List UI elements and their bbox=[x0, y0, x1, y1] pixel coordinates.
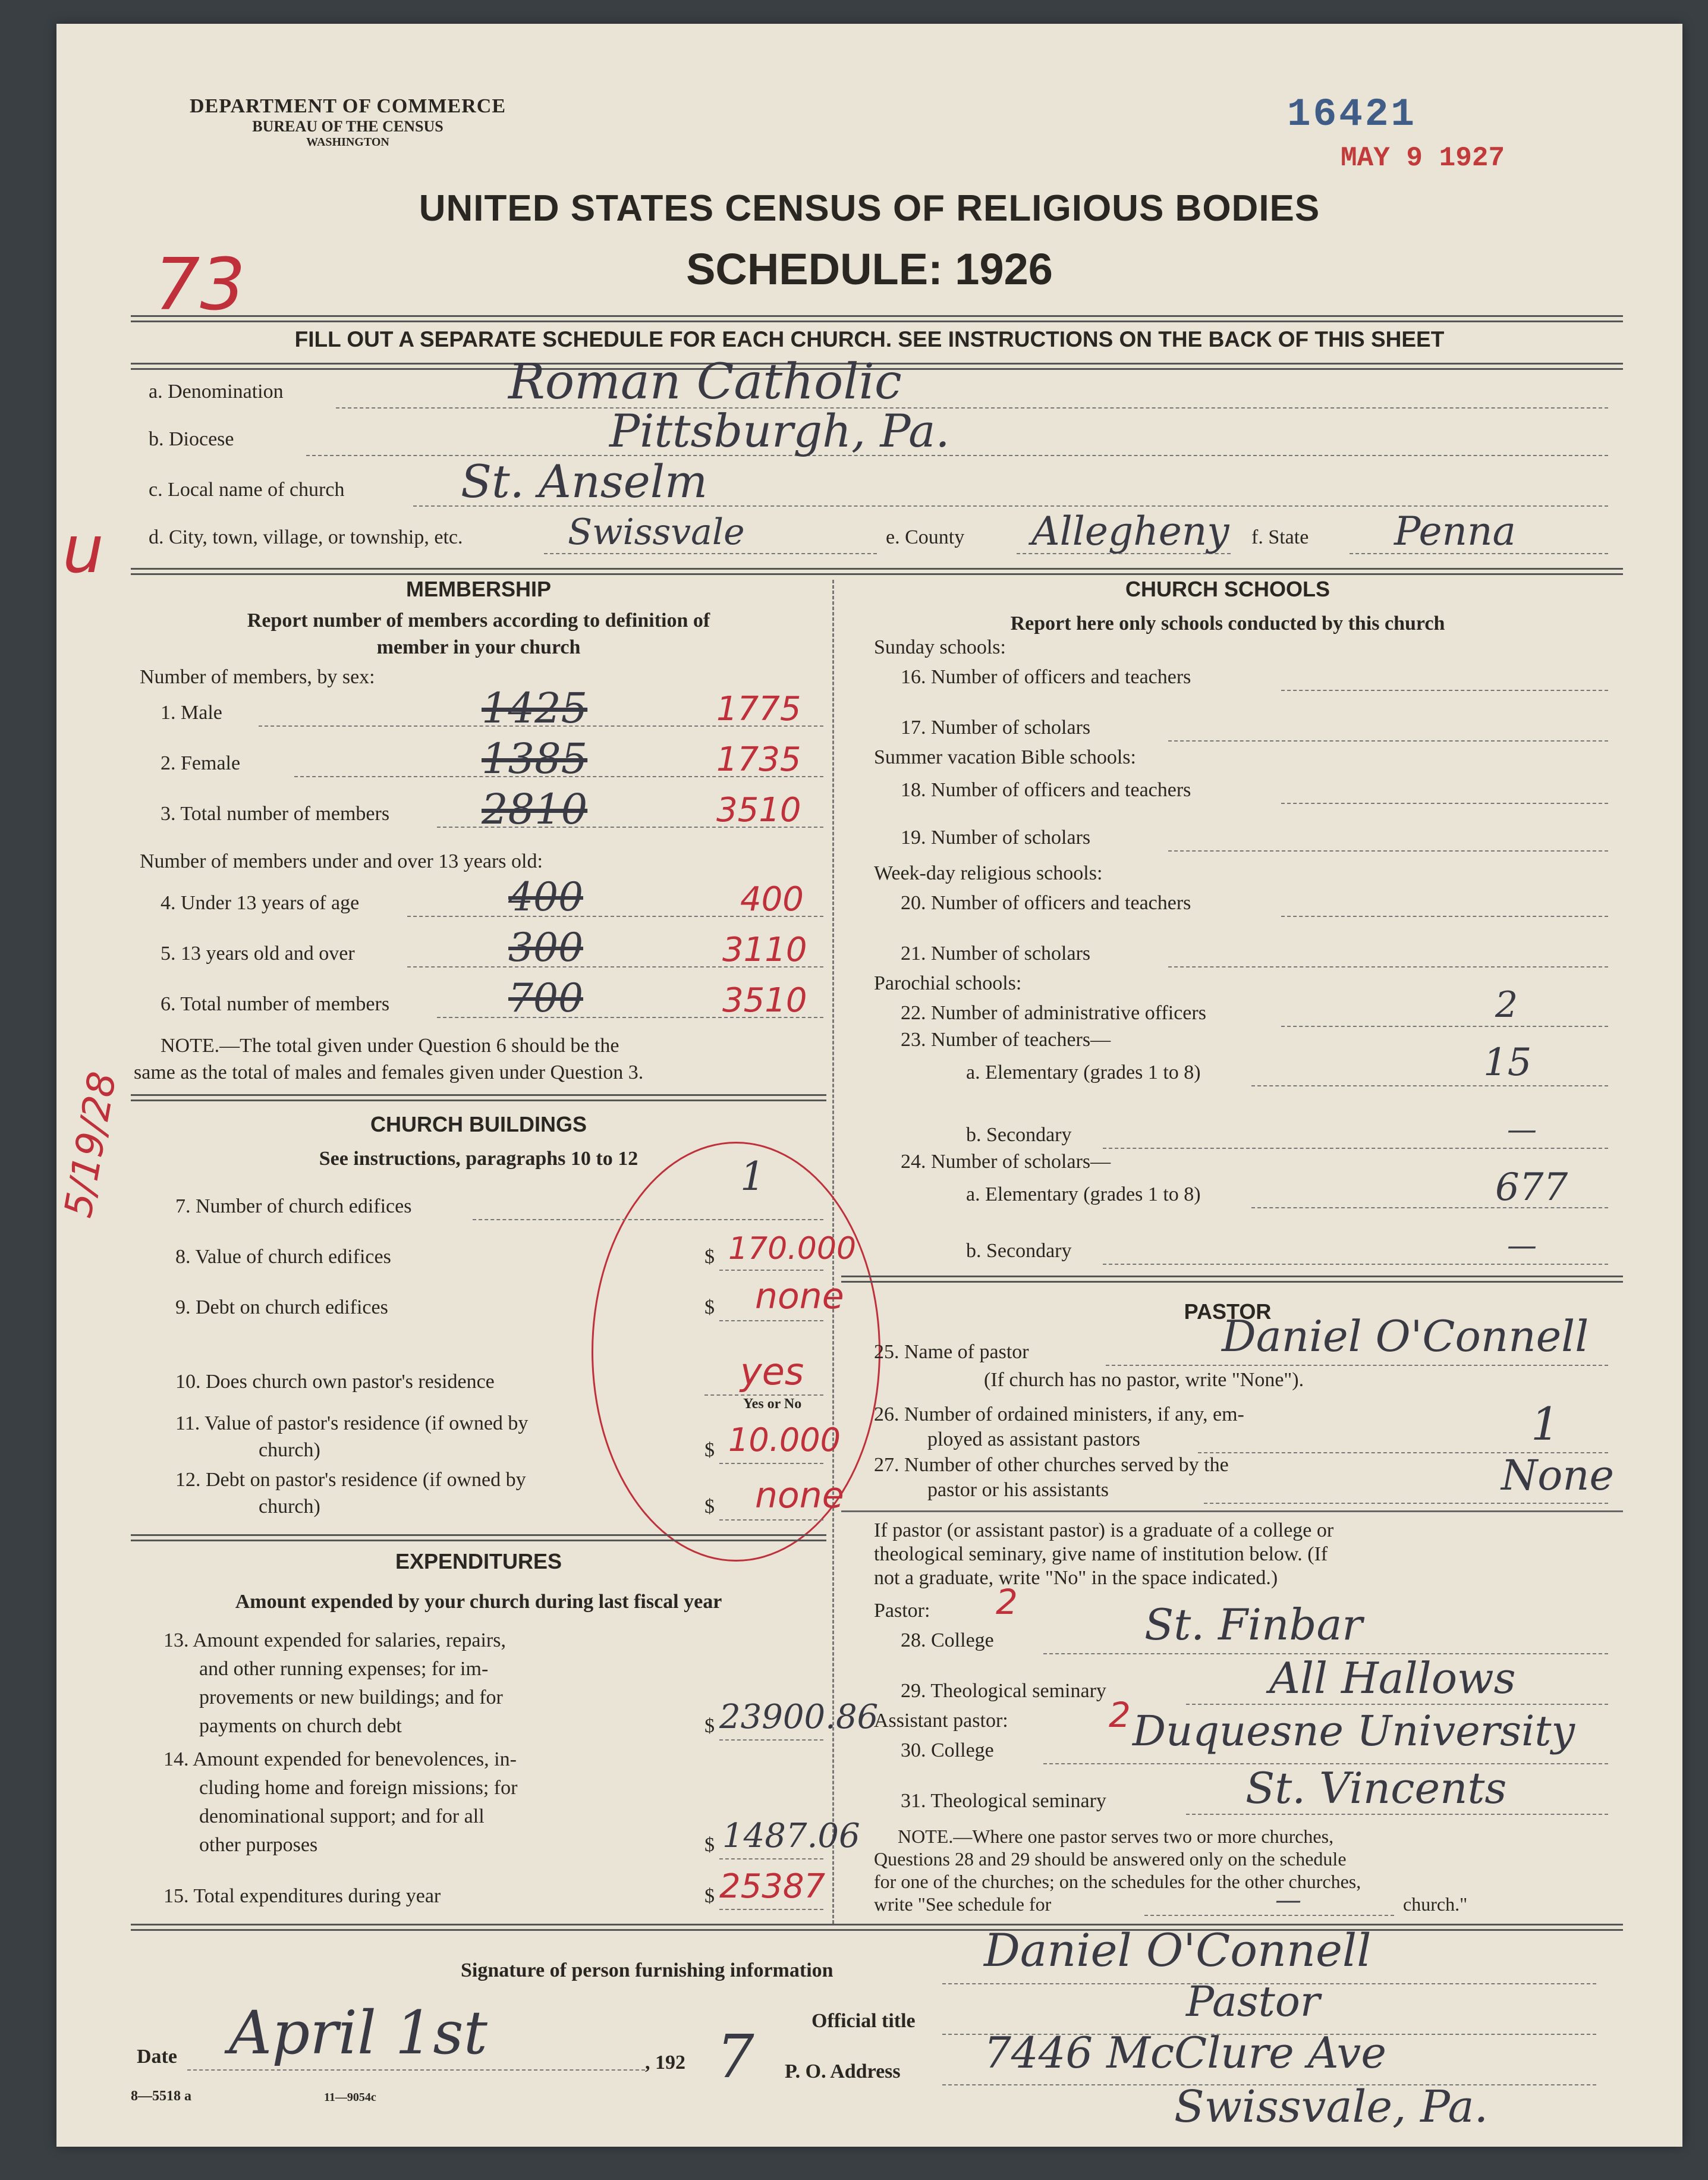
pastor-mark: 2 bbox=[996, 1582, 1018, 1622]
q27-line bbox=[1204, 1503, 1608, 1504]
print-number: 11—9054c bbox=[324, 2091, 376, 2104]
membership-subheading: member in your church bbox=[376, 636, 581, 658]
q23-label: 23. Number of teachers— bbox=[901, 1029, 1111, 1051]
q11-line bbox=[719, 1463, 823, 1464]
q14-dollar: $ bbox=[704, 1834, 715, 1856]
schools-heading: CHURCH SCHOOLS bbox=[1125, 577, 1330, 601]
q25-label: 25. Name of pastor bbox=[874, 1341, 1029, 1363]
weekday-schools-label: Week-day religious schools: bbox=[874, 862, 1103, 884]
q18-label: 18. Number of officers and teachers bbox=[901, 779, 1191, 801]
q13-label-cont: payments on church debt bbox=[199, 1715, 402, 1737]
diocese-value[interactable]: Pittsburgh, Pa. bbox=[609, 404, 950, 457]
q10-value[interactable]: yes bbox=[740, 1350, 804, 1393]
q15-line bbox=[719, 1909, 823, 1910]
q7-value[interactable]: 1 bbox=[740, 1154, 765, 1199]
q5-old-value: 300 bbox=[508, 925, 583, 970]
pastor-heading: PASTOR bbox=[1184, 1299, 1272, 1324]
q7-line bbox=[473, 1219, 823, 1220]
city-value[interactable]: Swissvale bbox=[568, 511, 745, 553]
pastor-note: NOTE.—Where one pastor serves two or more churches, bbox=[898, 1826, 1334, 1847]
q29-line bbox=[1186, 1704, 1608, 1705]
date-label: Date bbox=[137, 2046, 177, 2068]
city-line bbox=[544, 553, 877, 554]
q16-line bbox=[1281, 690, 1608, 691]
q11-dollar: $ bbox=[704, 1439, 715, 1461]
q31-line bbox=[1186, 1814, 1608, 1815]
city-label: d. City, town, village, or township, etc. bbox=[149, 526, 463, 548]
q3-new-value[interactable]: 3510 bbox=[716, 791, 801, 830]
margin-mark: u bbox=[62, 511, 104, 588]
q22-label: 22. Number of administrative officers bbox=[901, 1002, 1206, 1024]
q23b-label: b. Secondary bbox=[966, 1124, 1072, 1146]
q12-label-cont: church) bbox=[259, 1496, 320, 1518]
q12-line bbox=[719, 1519, 823, 1521]
form-number: 8—5518 a bbox=[131, 2088, 191, 2104]
members-by-age-label: Number of members under and over 13 years old: bbox=[140, 850, 543, 872]
q17-line bbox=[1168, 740, 1608, 742]
graduate-instruction: theological seminary, give name of institution below. (If bbox=[874, 1543, 1328, 1565]
membership-subheading: Report number of members according to definition of bbox=[247, 610, 710, 632]
county-value[interactable]: Allegheny bbox=[1031, 508, 1229, 554]
q5-new-value[interactable]: 3110 bbox=[722, 931, 807, 969]
q24b-value[interactable]: — bbox=[1507, 1228, 1537, 1262]
q21-label: 21. Number of scholars bbox=[901, 943, 1091, 965]
q15-label: 15. Total expenditures during year bbox=[163, 1885, 441, 1907]
parochial-schools-label: Parochial schools: bbox=[874, 972, 1022, 994]
q21-line bbox=[1168, 966, 1608, 968]
q4-new-value[interactable]: 400 bbox=[740, 880, 804, 919]
q16-label: 16. Number of officers and teachers bbox=[901, 666, 1191, 688]
q24b-label: b. Secondary bbox=[966, 1240, 1072, 1262]
local-name-value[interactable]: St. Anselm bbox=[461, 455, 708, 508]
signature-label: Signature of person furnishing information bbox=[461, 1959, 833, 1981]
state-label: f. State bbox=[1251, 526, 1309, 548]
q8-value[interactable]: 170.000 bbox=[728, 1231, 857, 1267]
graduate-instruction: not a graduate, write "No" in the space indicated.) bbox=[874, 1567, 1278, 1589]
divider bbox=[841, 1276, 1623, 1283]
q14-value[interactable]: 1487.06 bbox=[722, 1817, 860, 1855]
q19-line bbox=[1168, 850, 1608, 852]
department-heading bbox=[161, 95, 535, 149]
divider bbox=[131, 1534, 826, 1541]
q4-old-value: 400 bbox=[508, 874, 583, 920]
q23a-value[interactable]: 15 bbox=[1483, 1041, 1532, 1085]
margin-date: 5/19/28 bbox=[56, 1069, 125, 1221]
q12-value[interactable]: none bbox=[755, 1475, 844, 1516]
q30-value[interactable]: Duquesne University bbox=[1133, 1707, 1575, 1755]
expenditures-subheading: Amount expended by your church during last fiscal year bbox=[235, 1591, 722, 1613]
q4-label: 4. Under 13 years of age bbox=[161, 892, 360, 914]
year-prefix: , 192 bbox=[645, 2052, 685, 2074]
q19-label: 19. Number of scholars bbox=[901, 827, 1091, 849]
q17-label: 17. Number of scholars bbox=[901, 717, 1091, 739]
q24a-value[interactable]: 677 bbox=[1495, 1166, 1568, 1210]
q10-label: 10. Does church own pastor's residence bbox=[175, 1371, 495, 1393]
fill-out-instruction: FILL OUT A SEPARATE SCHEDULE FOR EACH CHURCH. SEE INSTRUCTIONS ON THE BACK OF THIS SHEET bbox=[294, 327, 1445, 351]
q28-value[interactable]: St. Finbar bbox=[1144, 1600, 1363, 1650]
see-schedule-line bbox=[1144, 1915, 1394, 1916]
q22-value[interactable]: 2 bbox=[1495, 984, 1518, 1026]
q22-line bbox=[1281, 1026, 1608, 1027]
membership-note: NOTE.—The total given under Question 6 should be the bbox=[161, 1035, 619, 1057]
q3-old-value: 2810 bbox=[482, 785, 588, 834]
q9-dollar: $ bbox=[704, 1296, 715, 1318]
assistant-pastor-subheading: Assistant pastor: bbox=[874, 1710, 1008, 1732]
schedule-title: SCHEDULE: 1926 bbox=[686, 244, 1053, 294]
q13-label-cont: and other running expenses; for im- bbox=[199, 1658, 489, 1680]
q12-label: 12. Debt on pastor's residence (if owned by bbox=[175, 1469, 526, 1491]
q25-line bbox=[1106, 1365, 1608, 1366]
q5-label: 5. 13 years old and over bbox=[161, 943, 355, 965]
see-schedule-value[interactable]: — bbox=[1275, 1885, 1301, 1915]
summer-schools-label: Summer vacation Bible schools: bbox=[874, 746, 1136, 768]
department-line: DEPARTMENT OF COMMERCE bbox=[189, 95, 507, 117]
q2-old-value: 1385 bbox=[482, 734, 588, 783]
q9-line bbox=[719, 1320, 823, 1321]
membership-note: same as the total of males and females given under Question 3. bbox=[134, 1061, 644, 1083]
pastor-note: write "See schedule for bbox=[874, 1893, 1052, 1915]
divider bbox=[131, 1094, 826, 1101]
q15-dollar: $ bbox=[704, 1885, 715, 1907]
q1-old-value: 1425 bbox=[482, 684, 588, 733]
q23a-line bbox=[1251, 1085, 1608, 1086]
bureau-line: BUREAU OF THE CENSUS bbox=[252, 118, 443, 135]
q12-dollar: $ bbox=[704, 1496, 715, 1518]
q6-label: 6. Total number of members bbox=[161, 993, 390, 1015]
pastor-note-end: church." bbox=[1403, 1893, 1468, 1915]
q24-label: 24. Number of scholars— bbox=[901, 1151, 1111, 1173]
q27-value[interactable]: None bbox=[1501, 1451, 1614, 1500]
date-value[interactable]: April 1st bbox=[229, 1998, 487, 2068]
q2-label: 2. Female bbox=[161, 752, 241, 774]
q13-line bbox=[719, 1739, 823, 1741]
pastor-note: for one of the churches; on the schedules for the other churches, bbox=[874, 1871, 1361, 1892]
pastor-note: Questions 28 and 29 should be answered only on the schedule bbox=[874, 1848, 1347, 1870]
q14-label-cont: denominational support; and for all bbox=[199, 1805, 485, 1827]
q11-value[interactable]: 10.000 bbox=[728, 1421, 841, 1459]
schools-subheading: Report here only schools conducted by this church bbox=[1010, 612, 1445, 634]
po-address-line1[interactable]: 7446 McClure Ave bbox=[984, 2028, 1386, 2078]
q20-label: 20. Number of officers and teachers bbox=[901, 892, 1191, 914]
q28-label: 28. College bbox=[901, 1629, 994, 1651]
members-by-sex-label: Number of members, by sex: bbox=[140, 666, 375, 688]
county-label: e. County bbox=[886, 526, 965, 548]
q14-label-cont: cluding home and foreign missions; for bbox=[199, 1777, 518, 1799]
diocese-label: b. Diocese bbox=[149, 428, 234, 450]
q3-label: 3. Total number of members bbox=[161, 803, 390, 825]
po-address-label: P. O. Address bbox=[785, 2060, 901, 2082]
q30-label: 30. College bbox=[901, 1739, 994, 1761]
received-date-stamp: MAY 9 1927 bbox=[1341, 143, 1505, 174]
q24a-label: a. Elementary (grades 1 to 8) bbox=[966, 1183, 1201, 1205]
form-title: UNITED STATES CENSUS OF RELIGIOUS BODIES bbox=[419, 188, 1320, 229]
assistant-pastor-mark: 2 bbox=[1109, 1695, 1131, 1735]
graduate-instruction: If pastor (or assistant pastor) is a graduate of a college or bbox=[874, 1519, 1334, 1541]
sunday-schools-label: Sunday schools: bbox=[874, 636, 1006, 658]
q10-line bbox=[704, 1394, 823, 1396]
q26-label-cont: ployed as assistant pastors bbox=[927, 1428, 1140, 1450]
received-number-stamp: 16421 bbox=[1287, 92, 1417, 137]
q13-label: 13. Amount expended for salaries, repairs, bbox=[163, 1629, 506, 1651]
q24b-line bbox=[1103, 1264, 1608, 1265]
divider bbox=[131, 1924, 1623, 1931]
year-digit[interactable]: 7 bbox=[716, 2022, 754, 2091]
q2-new-value[interactable]: 1735 bbox=[716, 740, 801, 779]
q9-value[interactable]: none bbox=[755, 1276, 844, 1317]
q31-label: 31. Theological seminary bbox=[901, 1790, 1106, 1812]
q7-label: 7. Number of church edifices bbox=[175, 1195, 412, 1217]
q11-label-cont: church) bbox=[259, 1439, 320, 1461]
q14-label-cont: other purposes bbox=[199, 1834, 318, 1856]
q14-line bbox=[719, 1858, 823, 1859]
q15-value[interactable]: 25387 bbox=[719, 1867, 826, 1906]
local-name-label: c. Local name of church bbox=[149, 479, 345, 501]
census-schedule-sheet bbox=[56, 24, 1682, 2147]
q6-old-value: 700 bbox=[508, 975, 583, 1021]
divider bbox=[131, 568, 1623, 575]
q23a-label: a. Elementary (grades 1 to 8) bbox=[966, 1061, 1201, 1083]
q1-label: 1. Male bbox=[161, 702, 222, 724]
q31-value[interactable]: St. Vincents bbox=[1245, 1763, 1507, 1813]
q8-dollar: $ bbox=[704, 1246, 715, 1268]
q14-label: 14. Amount expended for benevolences, in- bbox=[163, 1748, 517, 1770]
q1-new-value[interactable]: 1775 bbox=[716, 690, 801, 728]
q23b-value[interactable]: — bbox=[1507, 1112, 1537, 1146]
margin-number: 73 bbox=[155, 244, 246, 326]
state-value[interactable]: Penna bbox=[1394, 508, 1516, 554]
membership-heading: MEMBERSHIP bbox=[405, 577, 552, 601]
q18-line bbox=[1281, 803, 1608, 804]
q26-value[interactable]: 1 bbox=[1531, 1397, 1560, 1450]
q23b-line bbox=[1103, 1148, 1608, 1149]
official-title-label: Official title bbox=[811, 2010, 916, 2032]
expenditures-heading: EXPENDITURES bbox=[395, 1549, 562, 1573]
q8-label: 8. Value of church edifices bbox=[175, 1246, 391, 1268]
q13-label-cont: provements or new buildings; and for bbox=[199, 1686, 503, 1708]
po-address-line2[interactable]: Swissvale, Pa. bbox=[1174, 2081, 1489, 2132]
buildings-subheading: See instructions, paragraphs 10 to 12 bbox=[319, 1148, 638, 1170]
q6-new-value[interactable]: 3510 bbox=[722, 981, 807, 1020]
q11-label: 11. Value of pastor's residence (if owned by bbox=[175, 1412, 529, 1434]
official-title-value[interactable]: Pastor bbox=[1186, 1977, 1320, 2026]
q9-label: 9. Debt on church edifices bbox=[175, 1296, 388, 1318]
buildings-heading: CHURCH BUILDINGS bbox=[370, 1112, 587, 1136]
signature-value[interactable]: Daniel O'Connell bbox=[984, 1924, 1372, 1977]
q29-value[interactable]: All Hallows bbox=[1269, 1653, 1516, 1703]
q20-line bbox=[1281, 916, 1608, 917]
date-line bbox=[187, 2069, 645, 2071]
q13-dollar: $ bbox=[704, 1715, 715, 1737]
q29-label: 29. Theological seminary bbox=[901, 1680, 1106, 1702]
q25-hint: (If church has no pastor, write "None"). bbox=[984, 1369, 1304, 1391]
q27-label: 27. Number of other churches served by the bbox=[874, 1454, 1229, 1476]
divider bbox=[131, 315, 1623, 322]
divider bbox=[841, 1510, 1623, 1512]
q8-line bbox=[719, 1270, 823, 1271]
denomination-value[interactable]: Roman Catholic bbox=[508, 354, 902, 410]
q25-value[interactable]: Daniel O'Connell bbox=[1222, 1311, 1589, 1361]
q27-label-cont: pastor or his assistants bbox=[927, 1479, 1109, 1501]
q26-label: 26. Number of ordained ministers, if any, em- bbox=[874, 1403, 1244, 1425]
q13-value[interactable]: 23900.86 bbox=[719, 1698, 879, 1736]
denomination-label: a. Denomination bbox=[149, 381, 284, 403]
washington-line: WASHINGTON bbox=[306, 136, 389, 149]
pastor-subheading: Pastor: bbox=[874, 1600, 930, 1622]
q10-hint: Yes or No bbox=[743, 1396, 802, 1412]
